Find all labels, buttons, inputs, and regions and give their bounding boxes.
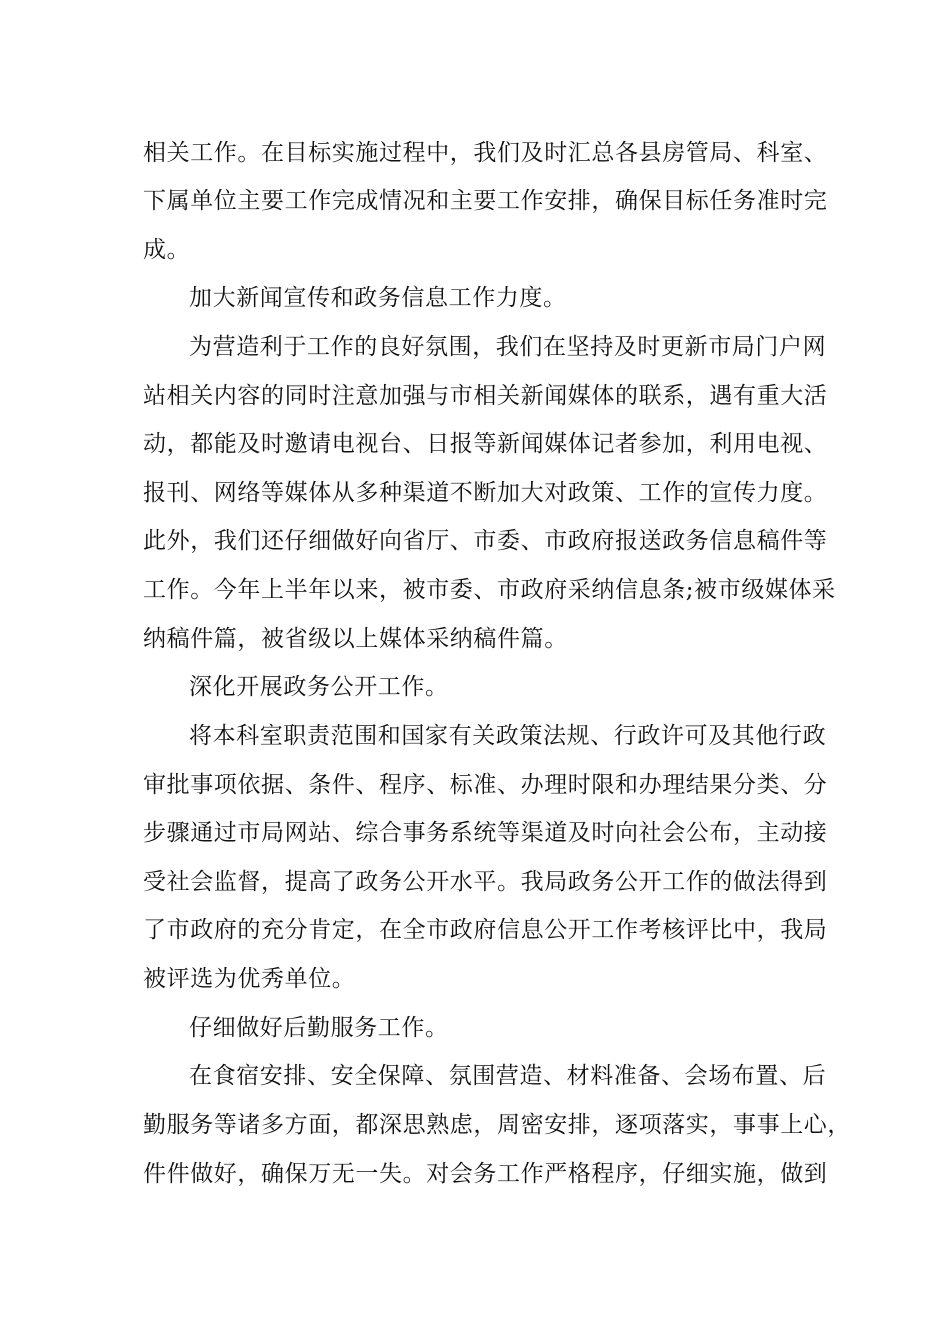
text-line: 动，都能及时邀请电视台、日报等新闻媒体记者参加，利用电视、	[143, 431, 828, 457]
text-line: 成。	[143, 237, 191, 263]
text-line: 了市政府的充分肯定，在全市政府信息公开工作考核评比中，我局	[143, 917, 828, 943]
text-line: 相关工作。在目标实施过程中，我们及时汇总各县房管局、科室、	[143, 140, 828, 166]
text-line: 勤服务等诸多方面，都深思熟虑，周密安排，逐项落实，事事上心，	[143, 1112, 851, 1138]
text-line: 受社会监督，提高了政务公开水平。我局政务公开工作的做法得到	[143, 869, 828, 895]
section-heading: 加大新闻宣传和政务信息工作力度。	[189, 285, 567, 311]
text-line: 将本科室职责范围和国家有关政策法规、行政许可及其他行政	[189, 723, 827, 749]
section-heading: 深化开展政务公开工作。	[189, 674, 449, 700]
text-line: 报刊、网络等媒体从多种渠道不断加大对政策、工作的宣传力度。	[143, 480, 828, 506]
text-line: 下属单位主要工作完成情况和主要工作安排，确保目标任务准时完	[143, 188, 828, 214]
text-line: 件件做好，确保万无一失。对会务工作严格程序，仔细实施，做到	[143, 1161, 828, 1187]
text-line: 步骤通过市局网站、综合事务系统等渠道及时向社会公布，主动接	[143, 820, 828, 846]
text-line: 纳稿件篇，被省级以上媒体采纳稿件篇。	[143, 626, 568, 652]
text-line: 工作。今年上半年以来，被市委、市政府采纳信息条;被市级媒体采	[143, 577, 836, 603]
text-line: 审批事项依据、条件、程序、标准、办理时限和办理结果分类、分	[143, 772, 828, 798]
text-line: 站相关内容的同时注意加强与市相关新闻媒体的联系，遇有重大活	[143, 383, 828, 409]
text-line: 在食宿安排、安全保障、氛围营造、材料准备、会场布置、后	[189, 1063, 827, 1089]
section-heading: 仔细做好后勤服务工作。	[189, 1015, 449, 1041]
text-line: 此外，我们还仔细做好向省厅、市委、市政府报送政务信息稿件等	[143, 528, 828, 554]
text-line: 被评选为优秀单位。	[143, 966, 356, 992]
text-line: 为营造利于工作的良好氛围，我们在坚持及时更新市局门户网	[189, 334, 827, 360]
